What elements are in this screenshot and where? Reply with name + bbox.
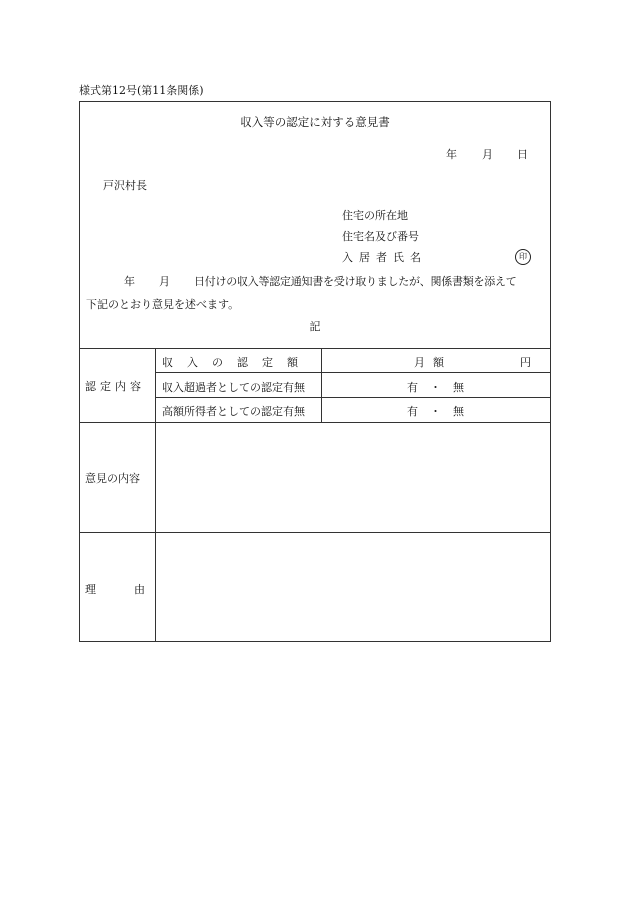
address-label [342, 207, 425, 223]
row-2-label: 収入超過者としての認定有無 [162, 381, 305, 394]
body-text-line1: 日付けの収入等認定通知書を受け取りましたが、関係書類を添えて [194, 275, 517, 288]
date-month-label: 月 [482, 148, 493, 161]
row-1-monthly-label: 月額 [414, 356, 452, 369]
body-month-label: 月 [159, 275, 170, 288]
seal-mark: 印 [515, 249, 531, 265]
reason-label: 理由 [85, 583, 183, 596]
opinion-label: 意見の内容 [85, 472, 140, 485]
resident-label: 入居者氏名 [342, 251, 427, 264]
row-3-value: 有・無 [407, 405, 476, 418]
address-label-text: 住宅の所在地 [342, 209, 408, 222]
column-divider-left [155, 348, 156, 641]
ki-label: 記 [309, 320, 321, 333]
date-day-label: 日 [517, 148, 528, 161]
row-2-value: 有・無 [407, 381, 476, 394]
row-3-label: 高額所得者としての認定有無 [162, 405, 305, 418]
row-1-label: 収入の認定額 [162, 356, 312, 369]
column-divider-mid [321, 348, 322, 422]
date-year-label: 年 [446, 148, 457, 161]
form-number: 様式第12号(第11条関係) [79, 84, 204, 97]
body-text-line2: 下記のとおり意見を述べます。 [86, 298, 240, 311]
divider-row-1 [155, 372, 551, 373]
section-label-nintei: 認定内容 [85, 380, 145, 393]
divider-reason-top [79, 532, 551, 533]
housing-label: 住宅名及び番号 [342, 230, 419, 243]
divider-table-top [79, 348, 551, 349]
document-title: 収入等の認定に対する意見書 [240, 115, 390, 129]
addressee: 戸沢村長 [103, 179, 147, 192]
body-year-label: 年 [124, 275, 135, 288]
divider-row-2 [155, 397, 551, 398]
divider-opinion-top [79, 422, 551, 423]
row-1-yen-label: 円 [520, 356, 531, 369]
